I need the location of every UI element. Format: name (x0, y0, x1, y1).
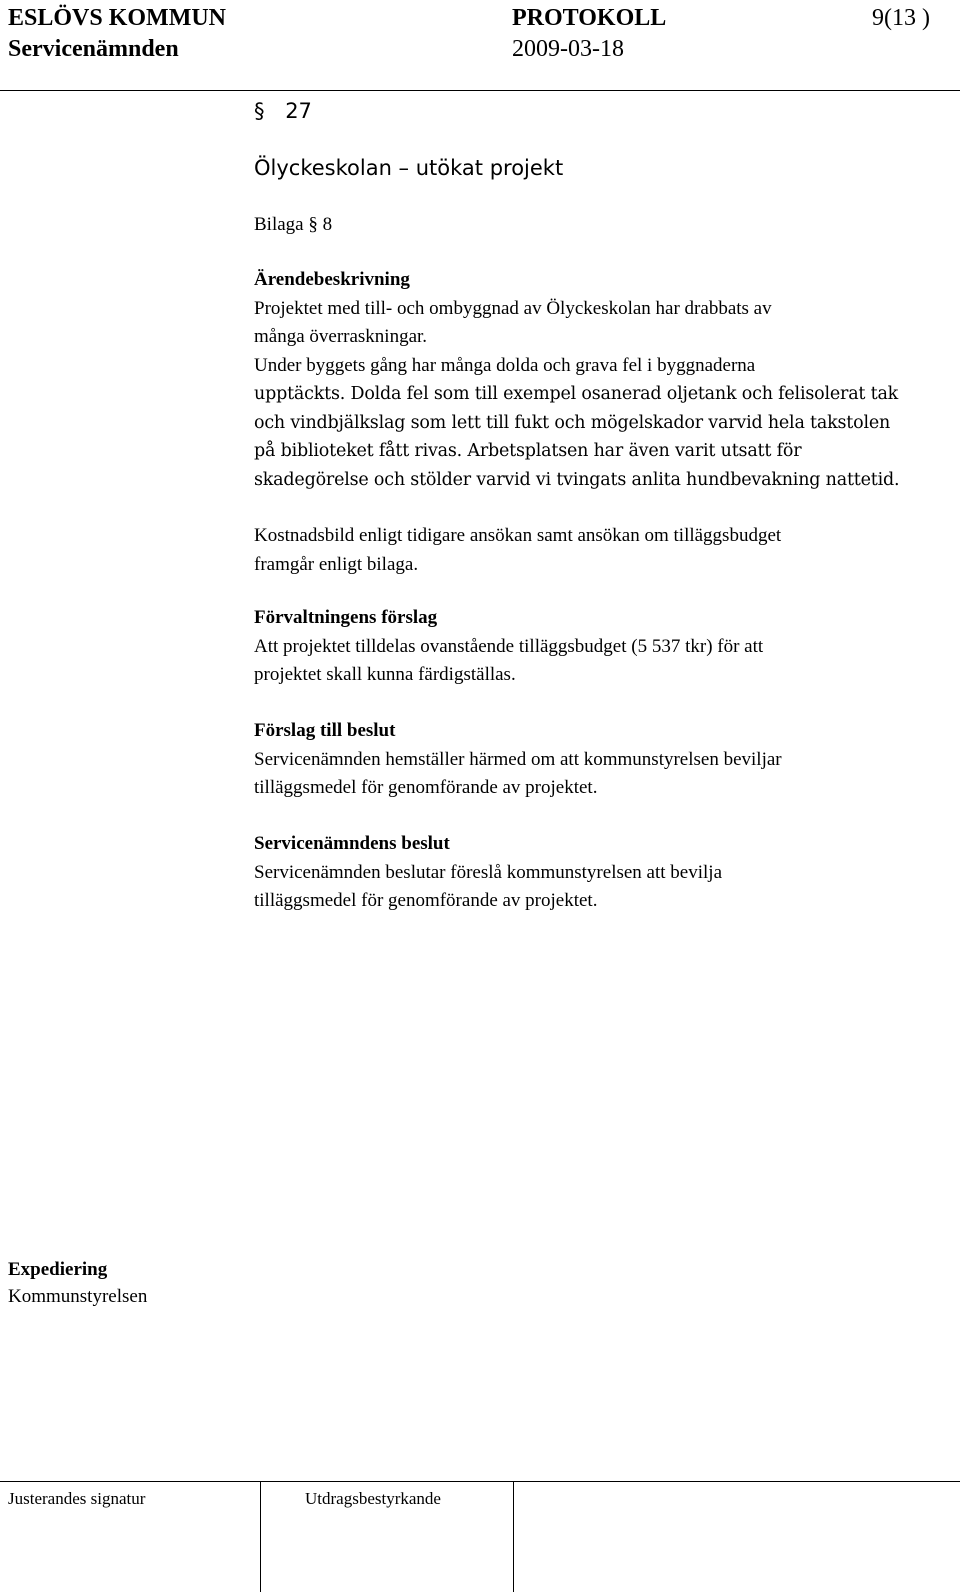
footer-divider-1 (260, 1481, 261, 1592)
decision-line: tilläggsmedel för genomförande av projektet. (254, 890, 598, 911)
decision-proposal-line: tilläggsmedel för genomförande av projektet. (254, 777, 598, 798)
description-line: många överraskningar. (254, 326, 428, 347)
cost-line: Kostnadsbild enligt tidigare ansökan samt ansökan om tilläggsbudget (254, 525, 782, 546)
admin-proposal-line: projektet skall kunna färdigställas. (254, 664, 516, 685)
description-line: Under byggets gång har många dolda och grava fel i byggnaderna (254, 354, 756, 376)
header-divider (0, 90, 960, 91)
committee-name: Servicenämnden (8, 36, 179, 62)
cost-section (254, 522, 954, 579)
footer-divider-2 (513, 1481, 514, 1592)
paragraph-symbol: § (254, 99, 265, 123)
admin-proposal-heading: Förvaltningens förslag (254, 607, 438, 628)
decision-proposal-line: Servicenämnden hemställer härmed om att kommunstyrelsen beviljar (254, 748, 782, 770)
paragraph-number (254, 97, 312, 125)
decision-proposal-heading: Förslag till beslut (254, 720, 396, 741)
description-line: på biblioteket fått rivas. Arbetsplatsen har även varit utsatt för (254, 441, 802, 461)
description-heading: Ärendebeskrivning (254, 269, 410, 290)
meeting-date: 2009-03-18 (512, 36, 624, 62)
description-line: och vindbjälkslag som lett till fukt och mögelskador varvid hela takstolen (254, 412, 891, 433)
dispatch-recipient: Kommunstyrelsen (8, 1286, 148, 1307)
paragraph-number-value: 27 (285, 99, 312, 123)
description-line: skadegörelse och stölder varvid vi tvingats anlita hundbevakning nattetid. (254, 469, 900, 490)
document-type: PROTOKOLL (512, 5, 667, 31)
decision-line: Servicenämnden beslutar föreslå kommunstyrelsen att bevilja (254, 861, 722, 883)
admin-proposal-line: Att projektet tilldelas ovanstående tilläggsbudget (5 537 tkr) för att (254, 635, 764, 657)
signature-label: Justerandes signatur (8, 1489, 146, 1508)
cost-line: framgår enligt bilaga. (254, 553, 419, 575)
dispatch-heading: Expediering (8, 1259, 108, 1280)
decision-proposal-section (254, 717, 954, 803)
description-section (254, 266, 954, 494)
decision-heading: Servicenämndens beslut (254, 833, 450, 854)
description-line: Projektet med till- och ombyggnad av Ölyckeskolan har drabbats av (254, 297, 772, 319)
footer-top-rule (0, 1481, 960, 1482)
description-line: upptäckts. Dolda fel som till exempel osanerad oljetank och felisolerat tak (254, 384, 899, 404)
organization-name: ESLÖVS KOMMUN (8, 5, 227, 31)
admin-proposal-section (254, 604, 954, 690)
item-title: Ölyckeskolan – utökat projekt (254, 156, 564, 180)
attachment-reference: Bilaga § 8 (254, 214, 333, 235)
extract-label: Utdragsbestyrkande (305, 1489, 441, 1508)
decision-section (254, 830, 954, 916)
page-indicator: 9(13 ) (872, 5, 930, 31)
